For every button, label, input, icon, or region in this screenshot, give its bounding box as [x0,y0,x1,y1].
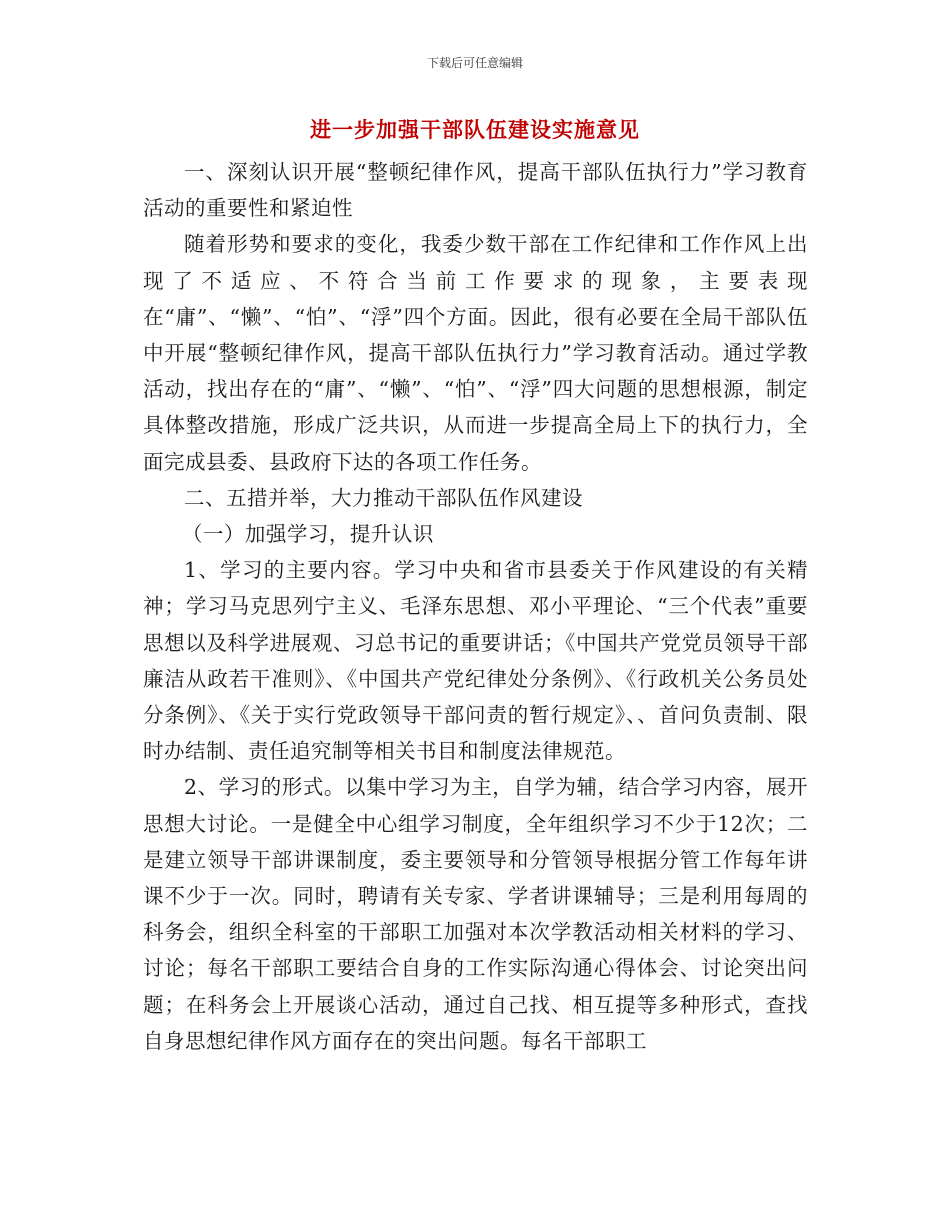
section-heading-2: 二、五措并举，大力推动干部队伍作风建设 [184,485,583,510]
document-body [143,154,808,1059]
header-note: 下载后可任意编辑 [426,56,523,70]
document-title: 进一步加强干部队伍建设实施意见 [310,117,640,142]
body-paragraph-1: 随着形势和要求的变化，我委少数干部在工作纪律和工作作风上出现了不适应、不符合当前工作要求的现象，主要表现在“庸”、“懒”、“怕”、“浮”四个方面。因此，很有必要在全局干部队伍中开展“整顿纪律作风，提高干部队伍执行力”学习教育活动。通过学教活动，找出存在的“庸”、“懒”、“怕”、“浮”四大问题的思想根源，制定具体整改措施，形成广泛共识，从而进一步提高全局上下的执行力，全面完成县委、县政府下达的各项工作任务。 [143,232,808,474]
subsection-heading-1: （一）加强学习，提升认识 [181,522,434,547]
body-paragraph-3: 2、学习的形式。以集中学习为主，自学为辅，结合学习内容，展开思想大讨论。一是健全中心组学习制度，全年组织学习不少于12次；二是建立领导干部讲课制度，委主要领导和分管领导根据分管工作每年讲课不少于一次。同时，聘请有关专家、学者讲课辅导；三是利用每周的科务会，组织全科室的干部职工加强对本次学教活动相关材料的学习、讨论；每名干部职工要结合自身的工作实际沟通心得体会、讨论突出问题；在科务会上开展谈心活动，通过自己找、相互提等多种形式，查找自身思想纪律作风方面存在的突出问题。每名干部职工 [143,775,808,1053]
section-heading-1: 一、深刻认识开展“整顿纪律作风，提高干部队伍执行力”学习教育活动的重要性和紧迫性 [143,160,808,221]
body-paragraph-2: 1、学习的主要内容。学习中央和省市县委关于作风建设的有关精神；学习马克思列宁主义、毛泽东思想、邓小平理论、“三个代表”重要思想以及科学进展观、习总书记的重要讲话；《中国共产党党员领导干部廉洁从政若干准则》、《中国共产党纪律处分条例》、《行政机关公务员处分条例》、《关于实行党政领导干部问责的暂行规定》、、首问负责制、限时办结制、责任追究制等相关书目和制度法律规范。 [143,558,808,764]
